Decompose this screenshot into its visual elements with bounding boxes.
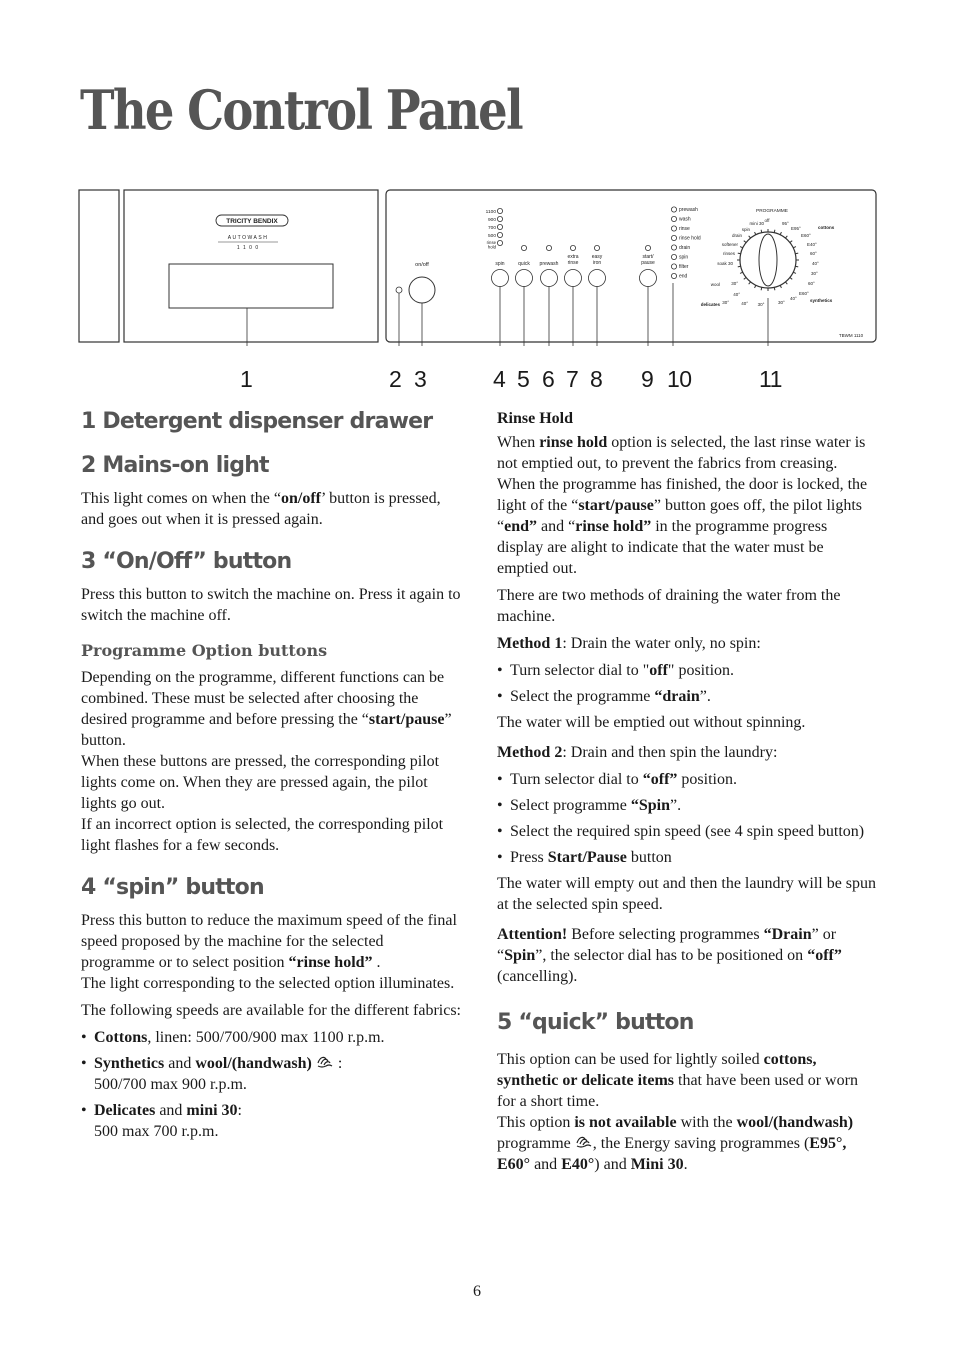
dial-label: softener (721, 242, 738, 247)
callout-number: 1 (240, 366, 253, 392)
para-spin-1: Press this button to reduce the maximum speed of the final speed proposed by the machine for the selected programme or to select position “rinse hold” . (81, 912, 457, 971)
dial-tick (795, 266, 798, 267)
heading-spin-button: 4 “spin” button (81, 875, 264, 900)
dial-label: wool (710, 282, 720, 287)
dial-tick (755, 285, 756, 288)
dial-tick (761, 230, 762, 233)
dial-tick (740, 272, 743, 273)
progress-label: filter (679, 264, 689, 270)
callout-number: 5 (517, 366, 530, 392)
heading-on-off-button: 3 “On/Off” button (81, 549, 292, 574)
progress-light (671, 245, 676, 250)
para-quick-2: This option is not available with the wool/(handwash) programme , the Energy saving programmes (E95°, E60° and E40°) and Mini 30. (497, 1114, 854, 1173)
heading-quick-button: 5 “quick” button (497, 1010, 694, 1035)
dial-label: spin (741, 227, 750, 232)
dial-tick (785, 282, 787, 284)
page-number: 6 (473, 1283, 481, 1300)
main-panel (386, 190, 876, 342)
button-label: start/ (642, 254, 654, 260)
callout-lines (247, 283, 768, 346)
speed-light (497, 240, 502, 245)
callout-number: 2 (389, 366, 402, 392)
dial-tick (795, 253, 798, 254)
option-button-shape (565, 270, 582, 287)
dial-label: 40° (741, 301, 748, 306)
para-on-off: Press this button to switch the machine on. Press it again to switch the machine off. (81, 586, 461, 624)
option-light (570, 245, 575, 250)
speed-light (497, 232, 502, 237)
button-label: iron (592, 260, 602, 266)
dial-label: mini 30 (749, 221, 764, 226)
speed-light (497, 216, 502, 221)
on-off-label: on/off (415, 262, 429, 268)
model-code: TBWM 1110 (838, 333, 864, 338)
dial-label: drain (731, 233, 742, 238)
speed-label: 500 (487, 234, 496, 239)
dial-tick (749, 282, 751, 284)
button-label: extra (567, 254, 579, 260)
progress-label: rinse hold (679, 235, 701, 242)
callout-number: 7 (566, 366, 579, 392)
button-label: rinse (567, 260, 579, 266)
dial-label: E60° (799, 291, 809, 296)
dial-tick (738, 253, 741, 254)
dial-tick (774, 230, 775, 233)
list-item: • Delicates and mini 30: 500 max 700 r.p.m. (81, 1100, 461, 1142)
progress-light (671, 264, 676, 269)
callout-number: 8 (590, 366, 603, 392)
speed-label: 700 (487, 226, 496, 231)
list-item: • Synthetics and wool/(handwash) : 500/700 max 900 r.p.m. (81, 1053, 461, 1095)
dial-tick (785, 236, 787, 238)
heading-mains-on-light: 2 Mains-on light (81, 453, 269, 478)
dial-ring (740, 232, 796, 288)
dial-label: off (764, 218, 770, 223)
dial-tick (749, 236, 751, 238)
control-panel-diagram (78, 188, 878, 346)
para-options-2: When these buttons are pressed, the corresponding pilot lights come on. When they are pressed again, the pilot lights go out. (81, 753, 440, 812)
dispenser-drawer (124, 190, 378, 342)
para-quick-1: This option can be used for lightly soiled cottons, synthetic or delicate items that have been used or worn for a short time. (497, 1051, 858, 1110)
heading-programme-options: Programme Option buttons (81, 641, 328, 660)
dial-label: 95° (782, 221, 789, 226)
list-item: • Select the required spin speed (see 4 spin speed button) (497, 821, 877, 842)
option-button-shape (589, 270, 606, 287)
speed-list (486, 208, 503, 249)
progress-label: end (679, 273, 688, 280)
callout-number: 4 (493, 366, 506, 392)
para-options-1: Depending on the programme, different functions can be combined. These must be selected after choosing the desired programme and before pressing the “start/pause” button. (81, 669, 452, 749)
para-method-2: Method 2: Drain and then spin the laundry: (497, 744, 778, 761)
list-item: • Turn selector dial to "off" position. (497, 660, 877, 681)
dial-tick (774, 287, 775, 290)
para-attention: Attention! Before selecting programmes “Drain” or “Spin”, the selector dial has to be positioned on “off” (cancelling). (497, 926, 842, 985)
drawer-handle (169, 264, 333, 308)
speed-label: 1100 (485, 210, 496, 215)
dial-tick (793, 272, 796, 273)
dial-label: soak 30 (717, 261, 733, 266)
para-mains-on: This light comes on when the “on/off’ button is pressed, and goes out when it is pressed again. (81, 490, 441, 528)
speed-label: 900 (487, 218, 496, 223)
button-label: quick (518, 261, 530, 267)
on-off-button-shape (409, 277, 435, 303)
mains-on-light (396, 287, 402, 293)
right-column (497, 408, 877, 1181)
handwash-icon (575, 1135, 593, 1149)
dial-tick (744, 277, 746, 279)
dial-label: E40° (807, 242, 817, 247)
callout-number: 11 (759, 366, 782, 392)
dial-label: 30° (731, 281, 738, 286)
dial-label: delicates (700, 302, 720, 307)
dial-tick (761, 287, 762, 290)
dial-tick (744, 241, 746, 243)
para-rinse-hold: When rinse hold option is selected, the last rinse water is not emptied out, to prevent the fabrics from creasing. When the programme has finished, the door is locked, the light of the “start/pause” button goes off, the pilot lights “end” and “rinse hold” in the programme progress display are alight to indicate that the water must be emptied out. (497, 434, 868, 577)
programme-title: PROGRAMME (756, 209, 788, 214)
callout-number: 6 (542, 366, 555, 392)
dial-tick (740, 247, 743, 248)
list-item: • Turn selector dial to “off” position. (497, 769, 877, 790)
button-label: prewash (539, 261, 559, 267)
option-light (521, 245, 526, 250)
progress-light (671, 207, 676, 212)
brand-text: TRICITY BENDIX (226, 218, 278, 225)
heading-detergent-drawer: 1 Detergent dispenser drawer (81, 409, 433, 434)
progress-light (671, 226, 676, 231)
para-spin-3: The following speeds are available for the different fabrics: (81, 1002, 461, 1019)
para-options-3: If an incorrect option is selected, the corresponding pilot light flashes for a few seconds. (81, 816, 444, 854)
option-button-shape (541, 270, 558, 287)
dial-tick (793, 247, 796, 248)
dial-tick (738, 266, 741, 267)
option-light (645, 245, 650, 250)
option-light (546, 245, 551, 250)
dial-tick (790, 241, 792, 243)
progress-display (671, 207, 700, 280)
handwash-icon (316, 1055, 334, 1069)
list-item: • Press Start/Pause button (497, 847, 877, 868)
side-panel (79, 190, 119, 342)
dial-label: 40° (733, 292, 740, 297)
dial-label: E60° (801, 233, 811, 238)
option-button-shape (516, 270, 533, 287)
dial-tick (780, 232, 781, 235)
left-column (81, 408, 461, 1147)
speed-label: hold (487, 244, 496, 250)
progress-label: wash (679, 216, 691, 223)
option-button-shape (492, 270, 509, 287)
dial-label: 60° (810, 251, 817, 256)
para-method-1: Method 1: Drain the water only, no spin: (497, 635, 761, 652)
model-line: AUTOWASH (227, 235, 269, 241)
progress-label: rinse (679, 226, 690, 232)
progress-label: drain (679, 245, 691, 251)
dial-label: 30° (811, 271, 818, 276)
progress-light (671, 216, 676, 221)
dial-label: 40° (812, 261, 819, 266)
progress-light (671, 235, 676, 240)
page-title: The Control Panel (80, 78, 522, 142)
option-light (594, 245, 599, 250)
speed-label: rinse (486, 240, 496, 245)
dial-label: 30° (778, 300, 785, 305)
para-spin-2: The light corresponding to the selected option illuminates. (81, 975, 455, 992)
dial-label: 60° (808, 281, 815, 286)
button-label: spin (495, 261, 505, 267)
progress-label: prewash (679, 207, 698, 213)
option-buttons (492, 245, 657, 286)
callout-number: 3 (414, 366, 427, 392)
dial-label: cottons (818, 225, 835, 230)
list-item: • Select the programme “drain”. (497, 686, 877, 707)
programme-dial (701, 208, 835, 307)
dial-tick (780, 285, 781, 288)
dial-tick (755, 232, 756, 235)
progress-label: spin (679, 254, 689, 261)
option-button-shape (640, 270, 657, 287)
dial-label: rinses (722, 251, 735, 256)
dial-tick (790, 277, 792, 279)
para-method-1-end: The water will be emptied out without spinning. (497, 714, 806, 731)
dial-label: 30° (722, 300, 729, 305)
dial-knob (759, 234, 777, 286)
para-two-methods: There are two methods of draining the water from the machine. (497, 587, 841, 625)
callout-number: 9 (641, 366, 654, 392)
list-item: • Cottons, linen: 500/700/900 max 1100 r.p.m. (81, 1027, 461, 1048)
dial-label: 30° (757, 302, 765, 307)
progress-light (671, 273, 676, 278)
model-number: 1 1 0 0 (236, 245, 260, 251)
dial-label: 40° (790, 296, 797, 301)
dial-label: E95° (791, 226, 801, 231)
progress-light (671, 254, 676, 259)
speed-light (497, 224, 502, 229)
list-item: • Select programme “Spin”. (497, 795, 877, 816)
callout-number: 10 (667, 366, 692, 392)
dial-label: synthetics (810, 298, 833, 303)
button-label: pause (641, 260, 655, 266)
para-method-2-end: The water will empty out and then the laundry will be spun at the selected spin speed. (497, 875, 877, 913)
heading-rinse-hold: Rinse Hold (497, 410, 574, 427)
button-label: easy (591, 254, 603, 260)
speed-light (497, 208, 502, 213)
